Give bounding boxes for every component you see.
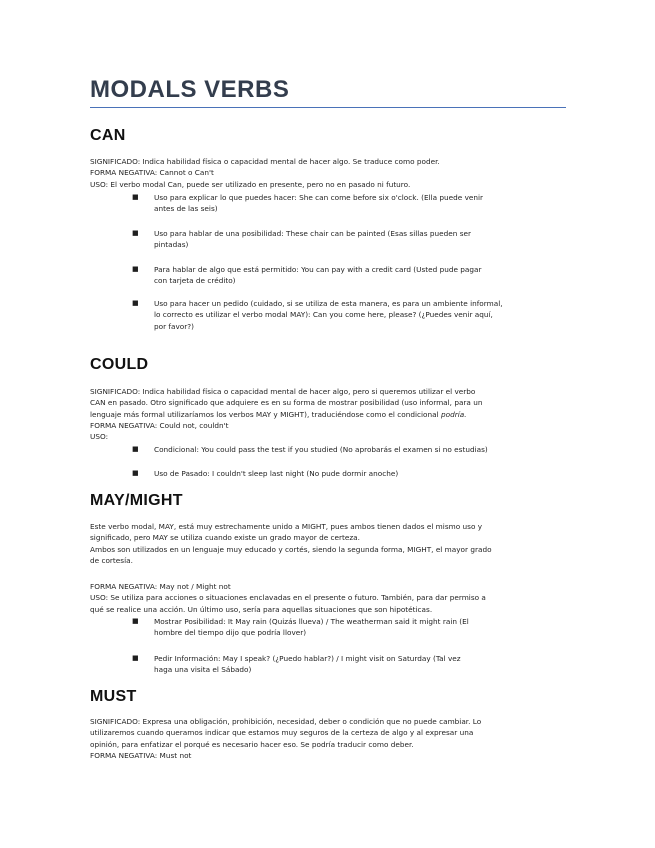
heading-must: MUST <box>90 688 137 705</box>
text-line: Uso para explicar lo que puedes hacer: She can come before six o'clock. (Ella puede venir <box>154 193 484 202</box>
text-line: significado, pero MAY se utiliza cuando existe un grado mayor de certeza. <box>90 533 360 543</box>
text-line <box>90 409 568 420</box>
text-line: con tarjeta de crédito) <box>154 276 236 286</box>
text-line: utilizaremos cuando queramos indicar que estamos muy seguros de la certeza de algo y al expresar una <box>90 728 474 738</box>
text-line: Uso de Pasado: I couldn't sleep last night (No pude dormir anoche) <box>154 469 399 478</box>
text-line: Uso para hablar de una posibilidad: These chair can be painted (Esas sillas pueden ser <box>154 229 471 238</box>
text-line: por favor?) <box>154 321 194 331</box>
text-line: qué se realice una acción. Un último uso, sería para aquellas situaciones que son hipotéticas. <box>90 604 433 614</box>
heading-may-might: MAY/MIGHT <box>90 492 183 509</box>
title-underline <box>90 107 566 108</box>
bullet-icon: ■ <box>132 229 139 237</box>
text-line: CAN en pasado. Otro significado que adquiere es en su forma de mostrar posibilidad (uso informal, para un <box>90 398 483 408</box>
must-paragraph <box>90 716 568 761</box>
text-line: USO: El verbo modal Can, puede ser utilizado en presente, pero no en pasado ni futuro. <box>90 179 411 189</box>
text-line: Ambos son utilizados en un lenguaje muy educado y cortés, siendo la segunda forma, MIGHT, el mayor grado <box>90 544 492 554</box>
bullet-icon: ■ <box>132 617 139 625</box>
text-line: USO: Se utiliza para acciones o situaciones enclavadas en el presente o futuro. También, para dar permiso a <box>90 593 486 603</box>
may-paragraph-2 <box>90 581 568 615</box>
text-span: lenguaje más formal utilizaríamos los verbos MAY y MIGHT), traduciéndose como el condicional <box>90 409 441 419</box>
text-line: USO: <box>90 432 109 442</box>
bullet-icon: ■ <box>132 469 139 477</box>
text-line: Para hablar de algo que está permitido: You can pay with a credit card (Usted pude pagar <box>154 265 482 274</box>
could-paragraph <box>90 386 568 442</box>
text-line: FORMA NEGATIVA: Must not <box>90 750 192 760</box>
bullet-icon: ■ <box>132 193 139 201</box>
text-line: lo correcto es utilizar el verbo modal MAY): Can you come here, please? (¿Puedes venir aquí, <box>154 310 493 320</box>
text-line: SIGNIFICADO: Indica habilidad física o capacidad mental de hacer algo, pero si queremos utilizar el verbo <box>90 387 476 396</box>
text-line: de cortesía. <box>90 555 133 565</box>
page-title: MODALS VERBS <box>90 76 290 103</box>
bullet-icon: ■ <box>132 654 139 662</box>
heading-could: COULD <box>90 356 149 373</box>
text-line: Mostrar Posibilidad: It May rain (Quizás llueva) / The weatherman said it might rain (El <box>154 617 469 626</box>
text-line: hombre del tiempo dijo que podría llover) <box>154 628 307 638</box>
text-line: pintadas) <box>154 240 189 250</box>
bullet-icon: ■ <box>132 265 139 273</box>
text-line: Condicional: You could pass the test if you studied (No aprobarás el examen si no estudias) <box>154 445 488 454</box>
text-line: haga una visita el Sábado) <box>154 665 252 675</box>
text-line: Pedir Información: May I speak? (¿Puedo hablar?) / I might visit on Saturday (Tal vez <box>154 654 461 663</box>
can-paragraph <box>90 156 568 190</box>
text-line: Uso para hacer un pedido (cuidado, si se utiliza de esta manera, es para un ambiente informal, <box>154 299 503 308</box>
text-line: FORMA NEGATIVA: Cannot o Can't <box>90 168 214 178</box>
text-line: FORMA NEGATIVA: Could not, couldn't <box>90 420 229 430</box>
text-line: SIGNIFICADO: Expresa una obligación, prohibición, necesidad, deber o condición que no puede cambiar. Lo <box>90 717 482 726</box>
text-line: antes de las seis) <box>154 204 218 214</box>
may-paragraph <box>90 521 568 566</box>
text-line: opinión, para enfatizar el porqué es necesario hacer eso. Se podría traducir como deber. <box>90 739 414 749</box>
bullet-icon: ■ <box>132 299 139 307</box>
text-line: Este verbo modal, MAY, está muy estrechamente unido a MIGHT, pues ambos tienen dados el mismo uso y <box>90 522 483 531</box>
text-line: SIGNIFICADO: Indica habilidad física o capacidad mental de hacer algo. Se traduce como poder. <box>90 157 440 166</box>
text-line: FORMA NEGATIVA: May not / Might not <box>90 582 231 591</box>
heading-can: CAN <box>90 127 126 144</box>
italic-word: podría. <box>440 409 467 419</box>
bullet-icon: ■ <box>132 445 139 453</box>
